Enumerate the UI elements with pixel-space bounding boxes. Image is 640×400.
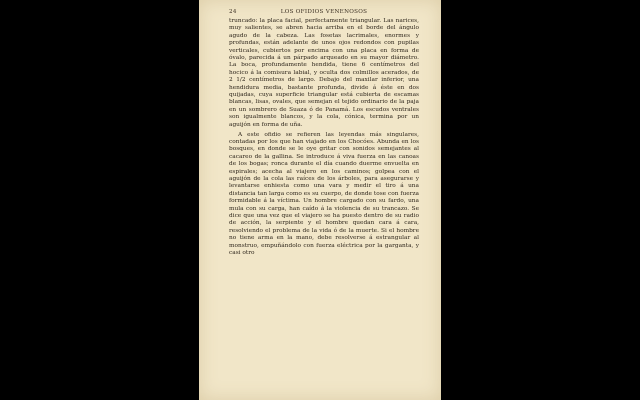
paragraph-description: truncado: la placa facial, perfectamente triangular. Las narices, muy salientes, se abren hacia arriba en el borde del ángulo agudo de la cabeza. Las fosetas lacrimales, enormes y profundas, están adelante de unos ojos redondos con pupilas verticales, cubiertos por encima con una placa en forma de óvalo, parecida á un párpado arqueado en su mayor diámetro. La boca, profundamente hendida, tiene 6 centímetros del hocico á la comisura labial, y oculta dos colmillos acerados, de 2 1/2 centímetros de largo. Debajo del maxilar inferior, una hendidura media, bastante profunda, divide á éste en dos quijadas, cuya superficie triangular está cubierta de escamas blancas, lisas, ovales, que semejan el tejido ordinario de la paja en un sombrero de Suaza ó de Panamá. Los escudos ventrales son igualmente blancos, y la cola, cónica, termina por un aguijón en forma de uña.	[229, 18, 419, 128]
paragraph-legends: A este ofidio se refieren las leyendas más singulares, contadas por los que han viajado en los Chocóes. Abunda en los bosques, en donde se le oye gritar con sonidos semejantes al cacareo de la gallina. Se introduce á viva fuerza en las canoas de los bogas; ronca durante el día cuando duerme envuelta en espirales; acecha al viajero en los caminos; golpea con el aguijón de la cola las raíces de los árboles, para asegurarse y levantarse enhiesta como una vara y medir el tiro á una distancia tan larga como es su cuerpo, de donde tose con fuerza formidable á la víctima. Un hombre cargado con su fardo, una mula con su carga, han caído á la violencia de su trancazo. Se dice que una vez que el viajero se ha puesto dentro de su radio de acción, la serpiente y el hombre quedan cara á cara, resolviendo el problema de la vida ó de la muerte. Si el hombre no tiene arma en la mano, debe resolverse á estrangular al monstruo, empuñándolo con fuerza eléctrica por la garganta, y casi otro	[229, 131, 419, 257]
page-body	[229, 18, 419, 260]
running-head	[229, 8, 419, 17]
page-number: 24	[229, 9, 237, 15]
header-title: LOS OFIDIOS VENENOSOS	[280, 9, 368, 15]
book-page	[199, 0, 441, 400]
